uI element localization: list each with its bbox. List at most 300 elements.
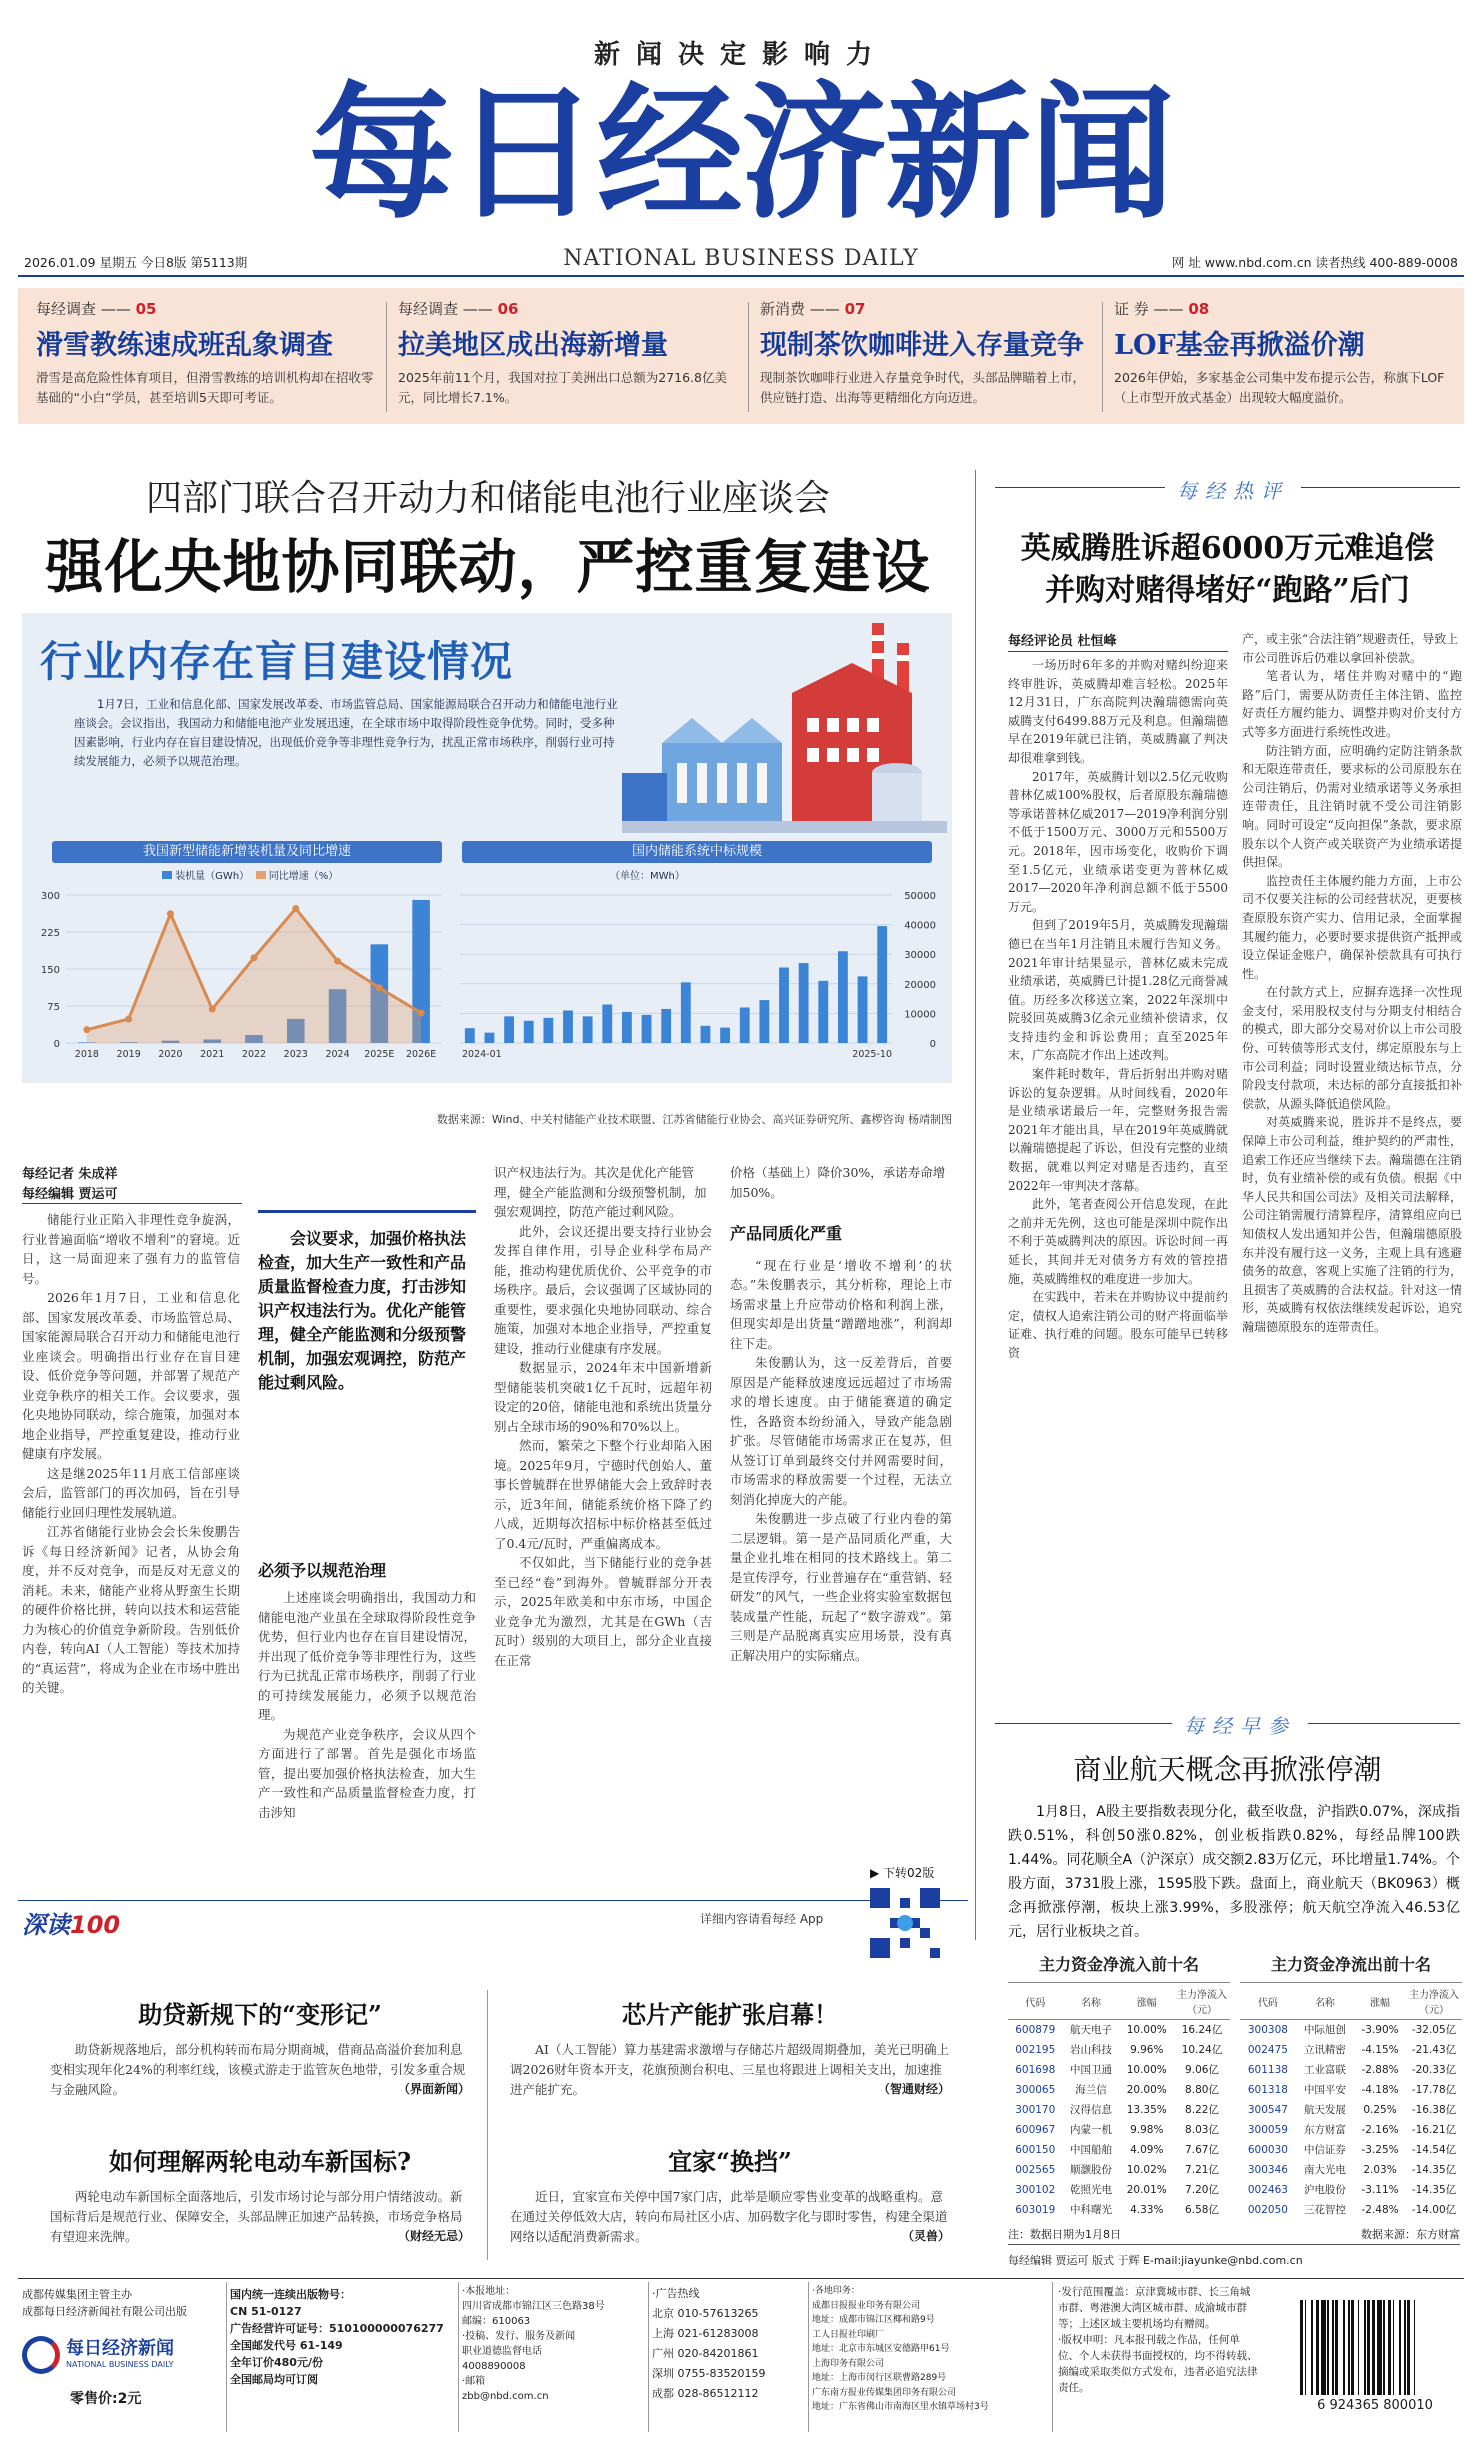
price-change: 13.35% xyxy=(1126,2103,1167,2116)
net-flow: 7.20亿 xyxy=(1185,2184,1219,2196)
price-change: -4.15% xyxy=(1361,2043,1399,2056)
morning-label: 每经早参 xyxy=(1172,1710,1308,1739)
stock-name: 顺灏股份 xyxy=(1070,2164,1112,2176)
bar xyxy=(622,1012,632,1043)
x-tick-label: 2024-01 xyxy=(462,1049,502,1060)
net-flow: 9.06亿 xyxy=(1185,2064,1219,2076)
commentary-paragraph: 对英威腾来说，胜诉并不是终点，要保障上市公司利益，维护契约的严肃性，追索工作还应当继续下去。瀚瑞德在注销时，负有业绩补偿的或有负债。根据《中华人民共和国公司法》及相关司法解释，公司注销需履行清算程序，清算组应向已知债权人发出通知并公告，但瀚瑞德原股东并没有履行这一义务，主观上具有逃避债务的故意，客观上实施了注销的行为，且损害了英威腾的合法权益。针对这一情形，英威腾有权依法继续发起诉讼，追究瀚瑞德原股东的连带责任。 xyxy=(1242,1115,1462,1334)
chart2-title: 国内储能系统中标规模 xyxy=(462,841,932,863)
x-tick-label: 2023 xyxy=(283,1049,308,1060)
stock-name: 中信证券 xyxy=(1303,2144,1346,2156)
table-row[interactable] xyxy=(1240,2040,1462,2060)
app-note: 详细内容请看每经 App xyxy=(700,1912,824,1926)
table-row[interactable] xyxy=(1008,2180,1230,2200)
lead-editor: 每经编辑 贾运可 xyxy=(22,1187,118,1202)
barcode-stripe xyxy=(1321,2300,1326,2395)
lead-paragraph: 数据显示，2024年末中国新增新型储能装机突破1亿千瓦时，远超年初设定的20倍，储能电池和系统出货量分别占全球市场的90%和70%以上。 xyxy=(494,1360,712,1434)
table-row[interactable] xyxy=(1008,2200,1230,2220)
barcode-stripe xyxy=(1316,2300,1319,2395)
chart1-legend-bars: 装机量（GWh） xyxy=(175,871,250,882)
teaser-page: 08 xyxy=(1188,300,1210,318)
stock-code: 002050 xyxy=(1247,2203,1288,2216)
stock-code: 300170 xyxy=(1015,2103,1056,2116)
growth-point xyxy=(376,984,383,991)
lead-column-3 xyxy=(494,1163,712,1670)
growth-point xyxy=(418,1010,425,1017)
price-change: 9.98% xyxy=(1130,2123,1164,2136)
bar xyxy=(681,982,691,1043)
deep-item[interactable] xyxy=(50,2142,470,2244)
price-change: -2.16% xyxy=(1361,2123,1399,2136)
barcode-stripe xyxy=(1335,2300,1338,2395)
barcode-stripe xyxy=(1377,2300,1382,2395)
footer-price: 零售价:2元 xyxy=(70,2391,142,2407)
bar xyxy=(524,1021,534,1043)
teaser-page: 06 xyxy=(497,300,519,318)
table-row[interactable] xyxy=(1008,2040,1230,2060)
teaser-section: 证 券 xyxy=(1114,300,1149,318)
price-change: 10.02% xyxy=(1126,2163,1167,2176)
stock-code: 601698 xyxy=(1015,2063,1056,2076)
morning-title: 商业航天概念再掀涨停潮 xyxy=(1073,1753,1382,1786)
y-tick-label: 40000 xyxy=(904,920,936,932)
bar xyxy=(759,1000,769,1043)
footer-issn: 国内统一连续出版物号： CN 51-0127 广告经营许可证号：510100000076277 全国邮发代号 61-149 全年订价480元/份 全国邮局均可订阅 xyxy=(230,2288,444,2386)
teaser-section: 新消费 xyxy=(760,300,806,318)
factory-illustration xyxy=(622,623,947,833)
bar xyxy=(838,951,848,1043)
lead-paragraph: 江苏省储能行业协会会长朱俊鹏告诉《每日经济新闻》记者，从协会角度，并不反对竞争，而是反对无意义的消耗。未来，储能产业将从野蛮生长期的硬件价格比拼，转向以技术和运营能力为核心的价值竞争新阶段。告别低价内卷，转向AI（人工智能）等技术加持的“真运营”，将成为企业在市场中胜出的关键。 xyxy=(22,1524,240,1695)
net-flow: -14.54亿 xyxy=(1411,2144,1457,2156)
teaser-text: 2026年伊始，多家基金公司集中发布提示公告，称旗下LOF（上市型开放式基金）出现较大幅度溢价。 xyxy=(1114,370,1445,405)
lead-subtitle: 四部门联合召开动力和储能电池行业座谈会 xyxy=(145,478,830,519)
commentary-author: 每经评论员 杜恒峰 xyxy=(1008,634,1117,649)
barcode-stripe xyxy=(1393,2300,1395,2395)
stock-name: 东方财富 xyxy=(1303,2124,1346,2136)
commentary-paragraph: 在实践中，若未在并购协议中提前约定，债权人追索注销公司的财产将面临举证难、执行难的问题。股东可能早已转移资 xyxy=(1008,1290,1228,1360)
commentary-label: 每经热评 xyxy=(1165,475,1301,504)
growth-point xyxy=(209,1006,216,1013)
teaser-3[interactable]: 新消费 —— 07 现制茶饮咖啡进入存量竞争 现制茶饮咖啡行业进入存量竞争时代，头部品牌瞄着上市，供应链打造、出海等更精细化方向迈进。 xyxy=(760,298,1090,408)
price-change: 4.09% xyxy=(1130,2143,1164,2156)
deep-read-label: 深读 xyxy=(22,1911,70,1939)
morning-text: 1月8日，A股主要指数表现分化，截至收盘，沪指跌0.07%，深成指跌0.51%，科创50涨0.82%，创业板指跌0.82%，每经品牌100跌1.44%。同花顺全A（沪深京）成交额2.83万亿元，环比增量1.74%。个股方面，3731股上涨，1595股下跌。盘面上，商业航天（BK0963）概念再掀涨停潮，板块上涨3.99%，多股涨停；航天航空净流入46.53亿元，居行业板块之首。 xyxy=(1008,1804,1460,1940)
bar xyxy=(701,1026,711,1043)
table-row[interactable] xyxy=(1008,2120,1230,2140)
x-tick-label: 2022 xyxy=(241,1049,267,1060)
lead-paragraph: 储能行业正陷入非理性竞争旋涡，行业普遍面临“增收不增利”的窘境。近日，这一局面迎来了强有力的监管信号。 xyxy=(22,1212,240,1286)
teaser-title: LOF基金再掀溢价潮 xyxy=(1114,330,1365,361)
deep-text: 近日，宜家宣布关停中国7家门店，此举是顺应零售业变革的战略重构。意在通过关停低效大店，转向布局社区小店、加码数字化与即时零售，构建全渠道网络以适配消费新需求。 xyxy=(510,2189,948,2244)
table-header: 涨幅 xyxy=(1120,1983,1175,2020)
barcode-stripe xyxy=(1305,2300,1307,2395)
commentary-paragraph: 但到了2019年5月，英威腾发现瀚瑞德已在当年1月注销且未履行告知义务。2021年审计结果显示，普林亿威未完成业绩承诺，英威腾已计提1.28亿元商誉减值。历经多次移送立案，2022年深圳中院驳回英威腾3亿余元业绩补偿请求，仅支持违约金和诉讼费用；直至2025年末，广东高院才作出上述改判。 xyxy=(1008,918,1228,1063)
x-tick-label: 2026E xyxy=(406,1049,437,1060)
teaser-title: 滑雪教练速成班乱象调查 xyxy=(36,330,333,361)
x-tick-label: 2018 xyxy=(74,1049,99,1060)
teaser-page: 05 xyxy=(135,300,157,318)
bar xyxy=(583,1016,593,1043)
footer-logo xyxy=(22,2332,222,2378)
infographic-source: 数据来源：Wind、中关村储能产业技术联盟、江苏省储能行业协会、高兴证券研究所、鑫椤咨询 杨靖制图 xyxy=(436,1113,952,1126)
teaser-bar xyxy=(18,288,1464,424)
net-flow: -16.21亿 xyxy=(1411,2124,1457,2136)
net-flow: 7.21亿 xyxy=(1185,2164,1219,2176)
table-row[interactable] xyxy=(1008,2160,1230,2180)
bar xyxy=(485,1033,495,1043)
barcode-stripe xyxy=(1372,2300,1375,2395)
x-tick-label: 2025-10 xyxy=(852,1049,892,1060)
masthead-english-name: NATIONAL BUSINESS DAILY xyxy=(563,246,919,271)
lead-paragraph: 识产权违法行为。其次是优化产能管理，健全产能监测和分级预警机制，加强宏观调控，防范产能过剩风险。 xyxy=(494,1165,707,1219)
barcode-stripe xyxy=(1364,2300,1366,2395)
price-change: -3.90% xyxy=(1361,2023,1399,2036)
commentary-paragraph: 产，或主张“合法注销”规避责任，导致上市公司胜诉后仍难以拿回补偿款。 xyxy=(1242,632,1459,665)
price-change: 9.96% xyxy=(1130,2043,1164,2056)
net-flow: 6.58亿 xyxy=(1185,2204,1219,2216)
teaser-title: 拉美地区成出海新增量 xyxy=(398,330,668,361)
bar xyxy=(642,1015,652,1043)
qr-code-icon[interactable] xyxy=(870,1888,940,1958)
deep-title: 芯片产能扩张启幕！ xyxy=(622,2000,838,2029)
barcode-stripe xyxy=(1404,2300,1406,2395)
stock-name: 三花智控 xyxy=(1303,2204,1346,2216)
table-header: 名称 xyxy=(1296,1983,1354,2020)
y-tick-label: 150 xyxy=(40,965,60,976)
price-change: 2.03% xyxy=(1363,2163,1397,2176)
infographic xyxy=(22,613,952,1083)
section-heading: 必须予以规范治理 xyxy=(258,1561,387,1580)
table-header: 代码 xyxy=(1240,1983,1296,2020)
logo-mark xyxy=(22,2336,60,2374)
table-header: 涨幅 xyxy=(1354,1983,1406,2020)
barcode-stripe xyxy=(1414,2300,1416,2395)
table-row[interactable] xyxy=(1008,2100,1230,2120)
growth-point xyxy=(334,958,341,965)
barcode-stripe xyxy=(1358,2300,1360,2395)
stock-code: 600030 xyxy=(1247,2143,1288,2156)
barcode-stripe xyxy=(1388,2300,1391,2395)
barcode-stripe xyxy=(1351,2300,1354,2395)
lead-paragraph: 2026年1月7日，工业和信息化部、国家发展改革委、市场监管总局、国家能源局联合召开动力和储能电池行业座谈会。明确指出行业存在盲目建设、低价竞争等问题，并部署了规范产业竞争秩序的相关工作。会议要求，强化央地协同联动，综合施策，加强对本地企业指导，严控重复建设，推动行业健康有序发展。 xyxy=(22,1290,240,1461)
masthead-slogan: 新闻决定影响力 xyxy=(593,40,888,70)
y-tick-label: 75 xyxy=(47,1002,60,1013)
commentary-paragraph: 一场历时6年多的并购对赌纠纷迎来终审胜诉，英威腾却难言轻松。2025年12月31日，广东高院判决瀚瑞德需向英威腾支付6499.88万元及利息。但瀚瑞德早在2019年就已注销，英威腾赢了判决却很难拿到钱。 xyxy=(1008,658,1228,765)
barcode-stripe xyxy=(1300,2300,1303,2395)
stock-name: 岩山科技 xyxy=(1070,2044,1112,2056)
price-change: 0.25% xyxy=(1363,2103,1397,2116)
teaser-text: 2025年前11个月，我国对拉丁美洲出口总额为2716.8亿美元，同比增长7.1%。 xyxy=(398,370,727,405)
commentary-paragraph: 笔者认为，堵住并购对赌中的“跑路”后门，需要从防责任主体注销、监控好责任方履约能力、调整并购对价支付方式等多方面进行系统性改进。 xyxy=(1242,669,1462,739)
y-tick-label: 0 xyxy=(929,1039,936,1050)
net-flow: -21.43亿 xyxy=(1411,2044,1457,2056)
stock-code: 300547 xyxy=(1247,2103,1288,2116)
stock-name: 中国卫通 xyxy=(1070,2064,1112,2076)
deep-text: AI（人工智能）算力基建需求激增与存储芯片超级周期叠加，美光已明确上调2026财年资本开支，花旗预测台积电、三星也将跟进上调相关支出，加速推进产能扩充。 xyxy=(510,2042,949,2097)
table-row[interactable] xyxy=(1240,2140,1462,2160)
commentary-paragraph: 监控责任主体履约能力方面，上市公司不仅要关注标的公司经营状况，更要核查原股东资产实力、信用记录，全面掌握其履约能力，必要时要求提供资产抵押或设立保证金账户，确保补偿款具有可执行性。 xyxy=(1242,873,1462,981)
commentary-paragraph: 此外，笔者查阅公开信息发现，在此之前并无先例，这也可能是深圳中院作出不利于英威腾判决的原因。诉讼时间一再延长，其间并无对债务方有效的管控措施，英威腾维权的难度进一步加大。 xyxy=(1008,1197,1228,1286)
footer-print: ·各地印务： 成都日报报业印务有限公司 地址：成都市锦江区椰和路9号 工人日报社印刷厂 地址：北京市东城区安德路甲61号 上海印务有限公司 地址：上海市闵行区联曹路289号 广东南方报业传媒集团印务有限公司 地址：广东省佛山市南海区里水镇草场村3号 xyxy=(812,2286,989,2412)
teaser-page: 07 xyxy=(844,300,866,318)
table-header: 主力净流入（元） xyxy=(1406,1983,1462,2020)
lead-paragraph: 朱俊鹏认为，这一反差背后，首要原因是产能释放速度远远超过了市场需求的增长速度。由于储能赛道的确定性，各路资本纷纷涌入，导致产能急剧扩张。尽管储能市场需求正在复苏，但从签订订单到最终交付并网需要时间，市场需求的释放需要一个过程，无法立刻消化掉庞大的产能。 xyxy=(730,1355,952,1507)
deep-source: （界面新闻） xyxy=(397,2082,470,2096)
lead-column-4 xyxy=(730,1163,952,1665)
deep-title: 如何理解两轮电动车新国标? xyxy=(108,2147,412,2176)
stock-code: 002463 xyxy=(1247,2183,1288,2196)
bar xyxy=(563,1010,573,1043)
bar xyxy=(779,968,789,1043)
barcode-stripe xyxy=(1343,2300,1345,2395)
logo-english: NATIONAL BUSINESS DAILY xyxy=(66,2360,174,2369)
stock-code: 601318 xyxy=(1247,2083,1288,2096)
table-row[interactable] xyxy=(1008,2020,1230,2040)
y-tick-label: 50000 xyxy=(904,891,936,902)
pullquote-text: 会议要求，加强价格执法检查，加大生产一致性和产品质量监督检查力度，打击涉知识产权违法行为。优化产能管理，健全产能监测和分级预警机制，加强宏观调控，防范产能过剩风险。 xyxy=(258,1229,467,1392)
commentary-subtitle: 并购对赌得堵好“跑路”后门 xyxy=(1045,573,1410,608)
bar xyxy=(799,963,809,1043)
table-source: 数据来源：东方财富 xyxy=(1361,2228,1460,2241)
stock-name: 沪电股份 xyxy=(1303,2184,1346,2196)
bar xyxy=(661,1009,671,1043)
price-change: -2.88% xyxy=(1361,2063,1399,2076)
commentary-paragraph: 在付款方式上，应摒弃选择一次性现金支付，采用股权支付与分期支付相结合的模式，即大部分交易对价以上市公司股份、可转债等形式支付，绑定原股东与上市公司利益；同时设置业绩达标节点，分阶段支付款项，未达标的部分直接抵扣补偿款，从源头降低追偿风险。 xyxy=(1242,985,1462,1111)
net-flow: 8.22亿 xyxy=(1185,2104,1219,2116)
pullquote xyxy=(258,1210,476,1395)
net-flow: 10.24亿 xyxy=(1181,2044,1223,2056)
table-row[interactable] xyxy=(1240,2180,1462,2200)
y-tick-label: 20000 xyxy=(904,979,936,991)
chart1-legend-line: 同比增速（%） xyxy=(268,871,339,882)
stock-code: 002195 xyxy=(1015,2043,1056,2056)
footer-ads: ·广告热线 北京 010-57613265 上海 021-61283008 广州 020-84201861 深圳 0755-83520159 成都 028-86512112 xyxy=(652,2287,766,2400)
price-change: 20.00% xyxy=(1126,2083,1167,2096)
y-tick-label: 0 xyxy=(53,1039,60,1050)
chart2 xyxy=(452,875,942,1060)
stock-name: 立讯精密 xyxy=(1303,2044,1346,2056)
table-row[interactable] xyxy=(1240,2080,1462,2100)
stock-name: 工业富联 xyxy=(1303,2064,1346,2076)
page-editor: 每经编辑 贾运可 版式 于辉 E-mail:jiayunke@nbd.com.cn xyxy=(1008,2254,1303,2267)
barcode-stripe xyxy=(1367,2300,1370,2395)
x-tick-label: 2019 xyxy=(116,1049,141,1060)
table-row[interactable] xyxy=(1240,2160,1462,2180)
x-tick-label: 2025E xyxy=(364,1049,395,1060)
barcode-stripe xyxy=(1399,2300,1401,2395)
price-change: 10.00% xyxy=(1126,2063,1167,2076)
net-flow: -14.35亿 xyxy=(1411,2184,1457,2196)
bar xyxy=(877,926,887,1043)
price-change: -4.18% xyxy=(1361,2083,1399,2096)
chart1 xyxy=(32,875,452,1060)
table-row[interactable] xyxy=(1240,2100,1462,2120)
stock-name: 中国船舶 xyxy=(1070,2144,1112,2156)
teaser-1[interactable]: 每经调查 —— 05 滑雪教练速成班乱象调查 滑雪是高危险性体育项目，但滑雪教练的培训机构却在招收零基础的“小白”学员，甚至培训5天即可考证。 xyxy=(36,298,376,408)
infographic-title: 行业内存在盲目建设情况 xyxy=(40,637,514,686)
net-flow: -32.05亿 xyxy=(1411,2024,1457,2037)
teaser-4[interactable]: 证 券 —— 08 LOF基金再掀溢价潮 2026年伊始，多家基金公司集中发布提示公告，称旗下LOF（上市型开放式基金）出现较大幅度溢价。 xyxy=(1114,298,1450,408)
outflow-table xyxy=(1240,1982,1462,2220)
price-change: -2.48% xyxy=(1361,2203,1399,2216)
deep-read-number: 100 xyxy=(70,1911,121,1939)
masthead-website: 网 址 www.nbd.com.cn 读者热线 400-889-0008 xyxy=(1171,255,1458,270)
net-flow: 16.24亿 xyxy=(1181,2024,1223,2037)
growth-point xyxy=(167,910,174,917)
table-row[interactable] xyxy=(1008,2140,1230,2160)
logo-text: 每日经济新闻 xyxy=(66,2338,174,2359)
deep-item[interactable] xyxy=(510,1995,950,2097)
lead-paragraph: 为规范产业竞争秩序，会议从四个方面进行了部署。首先是强化市场监管，提出要加强价格执法检查，加大生产一致性和产品质量监督检查力度，打击涉知 xyxy=(258,1726,476,1820)
net-flow: -17.78亿 xyxy=(1411,2084,1457,2096)
bar xyxy=(504,1016,514,1043)
barcode-stripe xyxy=(1327,2300,1329,2395)
chart2-unit: （单位：MWh） xyxy=(610,871,685,882)
net-flow: 8.80亿 xyxy=(1185,2084,1219,2096)
table-row[interactable] xyxy=(1240,2120,1462,2140)
infographic-intro: 1月7日，工业和信息化部、国家发展改革委、市场监管总局、国家能源局联合召开动力和储能电池行业座谈会。会议指出，我国动力和储能电池产业发展迅速，在全球市场中取得阶段性竞争优势。同时，受多种因素影响，行业内存在盲目建设情况，出现低价竞争等非理性竞争行为，扰乱正常市场秩序，削弱行业可持续发展能力，必须予以规范治理。 xyxy=(74,697,618,768)
price-change: 4.33% xyxy=(1130,2203,1164,2216)
deep-title: 宜家“换挡” xyxy=(668,2147,792,2176)
barcode-stripe xyxy=(1348,2300,1350,2395)
lead-reporter: 每经记者 朱成祥 xyxy=(22,1167,118,1182)
table-header: 主力净流入（元） xyxy=(1174,1983,1230,2020)
price-change: -3.25% xyxy=(1361,2143,1399,2156)
masthead xyxy=(0,0,1482,271)
stock-name: 海兰信 xyxy=(1075,2084,1107,2096)
footer-distribution: ·发行范围覆盖：京津冀城市群、长三角城市群、粤港澳大湾区城市群、成渝城市群等；上述区域主要机场均有赠阅。 ·版权申明：凡本报刊载之作品，任何单位、个人未获得书面授权的，均不得转载、摘编或采取类似方式发布，违者必追究法律责任。 xyxy=(1058,2286,1258,2394)
deep-text: 两轮电动车新国标全面落地后，引发市场讨论与部分用户情绪波动。新国标背后是规范行业、保障安全，头部品牌正加速产品转换，市场竞争格局有望迎来洗牌。 xyxy=(50,2189,463,2244)
lead-paragraph: “现在行业是‘增收不增利’的状态。”朱俊鹏表示，其分析称，理论上市场需求量上升应带动价格和利润上涨，但现实却是出货量“蹭蹭地涨”，利润却往下走。 xyxy=(730,1257,952,1351)
table-row[interactable] xyxy=(1008,2080,1230,2100)
barcode-stripe xyxy=(1311,2300,1313,2395)
continue-link[interactable]: ▶ 下转02版 xyxy=(870,1866,935,1880)
stock-code: 300308 xyxy=(1247,2023,1288,2036)
stock-code: 002565 xyxy=(1015,2163,1056,2176)
section-heading: 产品同质化严重 xyxy=(730,1224,843,1243)
price-change: 10.00% xyxy=(1126,2023,1167,2036)
commentary-column-2 xyxy=(1242,630,1462,1337)
growth-point xyxy=(251,954,258,961)
y-tick-label: 10000 xyxy=(904,1009,936,1021)
stock-code: 601138 xyxy=(1247,2063,1288,2076)
newspaper-title: 每日经济新闻 xyxy=(309,68,1173,239)
y-tick-label: 30000 xyxy=(904,950,936,962)
teaser-text: 滑雪是高危险性体育项目，但滑雪教练的培训机构却在招收零基础的“小白”学员，甚至培训5天即可考证。 xyxy=(36,370,374,405)
x-tick-label: 2020 xyxy=(158,1049,183,1060)
stock-code: 603019 xyxy=(1015,2203,1056,2216)
price-change: 20.01% xyxy=(1126,2183,1167,2196)
barcode-stripe xyxy=(1407,2300,1410,2395)
commentary-title: 英威腾胜诉超6000万元难追偿 xyxy=(1020,531,1435,566)
footer-address: ·本报地址： 四川省成都市锦江区三色路38号 邮编：610063 ·投稿、发行、服务及新闻 职业道德监督电话 4008890008 ·邮箱 zbb@nbd.com.cn xyxy=(462,2286,605,2402)
bar xyxy=(543,1018,553,1043)
table-row[interactable] xyxy=(1240,2060,1462,2080)
price-change: -3.11% xyxy=(1361,2183,1399,2196)
deep-title: 助贷新规下的“变形记” xyxy=(138,2000,382,2029)
lead-paragraph: 不仅如此，当下储能行业的竞争甚至已经“卷”到海外。曾毓群部分开表示，2025年欧美和中东市场，中国企业竞争尤为激烈，尤其是在GWh（吉瓦时）级别的大项目上，部分企业直接在正常 xyxy=(494,1555,712,1668)
stock-name: 航天发展 xyxy=(1303,2104,1346,2116)
net-flow: -16.38亿 xyxy=(1411,2104,1457,2116)
deep-read-logo xyxy=(22,1905,120,1940)
inflow-title: 主力资金净流入前十名 xyxy=(1038,1955,1199,1974)
bar xyxy=(720,1028,730,1043)
stock-name: 南大光电 xyxy=(1303,2164,1346,2176)
lead-paragraph: 朱俊鹏进一步点破了行业内卷的第二层逻辑。第一是产品同质化严重，大量企业扎堆在相同的技术路线上。第二是宣传浮夸，行业普遍存在“重营销、轻研发”的风气，一些企业将实验室数据包装成量产性能，玩起了“数字游戏”。第三则是产品脱离真实应用场景，没有真正解决用户的实际痛点。 xyxy=(730,1511,952,1663)
growth-point xyxy=(83,1026,90,1033)
stock-name: 汉得信息 xyxy=(1070,2104,1112,2116)
bar xyxy=(818,981,828,1043)
lead-paragraph: 然而，繁荣之下整个行业却陷入困境。2025年9月，宁德时代创始人、董事长曾毓群在世界储能大会上致辞时表示，近3年间，储能系统价格下降了约八成，近期每次招标中标价格甚至低过了0.4元/瓦时，严重偏离成本。 xyxy=(494,1438,712,1551)
net-flow: -14.00亿 xyxy=(1411,2204,1457,2216)
table-row[interactable] xyxy=(1240,2020,1462,2040)
net-flow: -20.33亿 xyxy=(1411,2064,1457,2076)
deep-source: （灵兽） xyxy=(901,2229,950,2243)
barcode-stripe xyxy=(1332,2300,1334,2395)
table-row[interactable] xyxy=(1240,2200,1462,2220)
deep-source: （智通财经） xyxy=(877,2082,950,2096)
commentary-paragraph: 案件耗时数年，背后折射出并购对赌诉讼的复杂逻辑。从时间线看，2020年是业绩承诺最后一年，完整财务报告需2021年才能出具，早在2019年英威腾就以瀚瑞德提起了诉讼，但没有完整的业绩数据，就难以判定对赌是否违约，直至2022年一审判决才落幕。 xyxy=(1008,1067,1228,1193)
masthead-date-line: 2026.01.09 星期五 今日8版 第5113期 xyxy=(24,255,248,270)
deep-text: 助贷新规落地后，部分机构转而布局分期商城，借商品高溢价套加利息变相实现年化24%的利率红线，该模式游走于监管灰色地带，引发多重合规与金融风险。 xyxy=(50,2042,466,2097)
footer-publisher: 成都传媒集团主管主办 成都每日经济新闻社有限公司出版 xyxy=(22,2288,187,2318)
stock-name: 中科曙光 xyxy=(1070,2204,1112,2216)
teaser-2[interactable]: 每经调查 —— 06 拉美地区成出海新增量 2025年前11个月，我国对拉丁美洲出口总额为2716.8亿美元，同比增长7.1%。 xyxy=(398,298,738,408)
inflow-table xyxy=(1008,1982,1230,2220)
lead-paragraph: 这是继2025年11月底工信部座谈会后，监管部门的再次加码，旨在引导储能行业回归理性发展轨道。 xyxy=(22,1465,240,1520)
stock-code: 600879 xyxy=(1015,2023,1056,2036)
stock-code: 300059 xyxy=(1247,2123,1288,2136)
outflow-title: 主力资金净流出前十名 xyxy=(1270,1955,1431,1974)
lead-headline: 强化央地协同联动，严控重复建设 xyxy=(45,533,931,601)
deep-item[interactable] xyxy=(510,2142,950,2244)
stock-code: 600150 xyxy=(1015,2143,1056,2156)
x-tick-label: 2024 xyxy=(325,1049,350,1060)
continue-label: 下转02版 xyxy=(883,1866,935,1880)
growth-point xyxy=(125,1016,132,1023)
chart1-title: 我国新型储能新增装机量及同比增速 xyxy=(52,841,442,863)
lead-column-2 xyxy=(258,1588,476,1822)
bar xyxy=(858,976,868,1043)
y-tick-label: 300 xyxy=(40,891,60,902)
stock-name: 乾照光电 xyxy=(1070,2184,1112,2196)
deep-item[interactable] xyxy=(50,1995,470,2097)
table-header: 名称 xyxy=(1063,1983,1120,2020)
stock-code: 300346 xyxy=(1247,2163,1288,2176)
stock-name: 航天电子 xyxy=(1070,2024,1112,2037)
teaser-section: 每经调查 xyxy=(36,300,97,318)
x-tick-label: 2021 xyxy=(200,1049,225,1060)
commentary-paragraph: 2017年，英威腾计划以2.5亿元收购普林亿威100%股权，后者原股东瀚瑞德等承诺普林亿威2017—2019净利润分别不低于1500万元、3000万元和5500万元。2018年，因市场变化，收购价下调至1.5亿元，业绩承诺变更为普林亿威2017—2020年净利润总额不低于5500万元。 xyxy=(1008,769,1228,914)
deep-source: （财经无忌） xyxy=(397,2229,470,2243)
teaser-title: 现制茶饮咖啡进入存量竞争 xyxy=(760,330,1084,361)
stock-code: 300102 xyxy=(1015,2183,1056,2196)
net-flow: 8.03亿 xyxy=(1185,2124,1219,2136)
teaser-section: 每经调查 xyxy=(398,300,459,318)
table-row[interactable] xyxy=(1008,2060,1230,2080)
barcode xyxy=(1290,2300,1460,2420)
stock-name: 中际旭创 xyxy=(1303,2024,1346,2037)
stock-name: 内蒙一机 xyxy=(1070,2124,1112,2136)
barcode-stripe xyxy=(1383,2300,1385,2395)
y-tick-label: 225 xyxy=(40,928,60,939)
growth-point xyxy=(292,905,299,912)
bar xyxy=(602,1005,612,1043)
lead-column-1 xyxy=(22,1210,240,1698)
barcode-number: 6 924365 800010 xyxy=(1317,2398,1433,2413)
table-header: 代码 xyxy=(1008,1983,1063,2020)
net-flow: 7.67亿 xyxy=(1185,2144,1219,2156)
